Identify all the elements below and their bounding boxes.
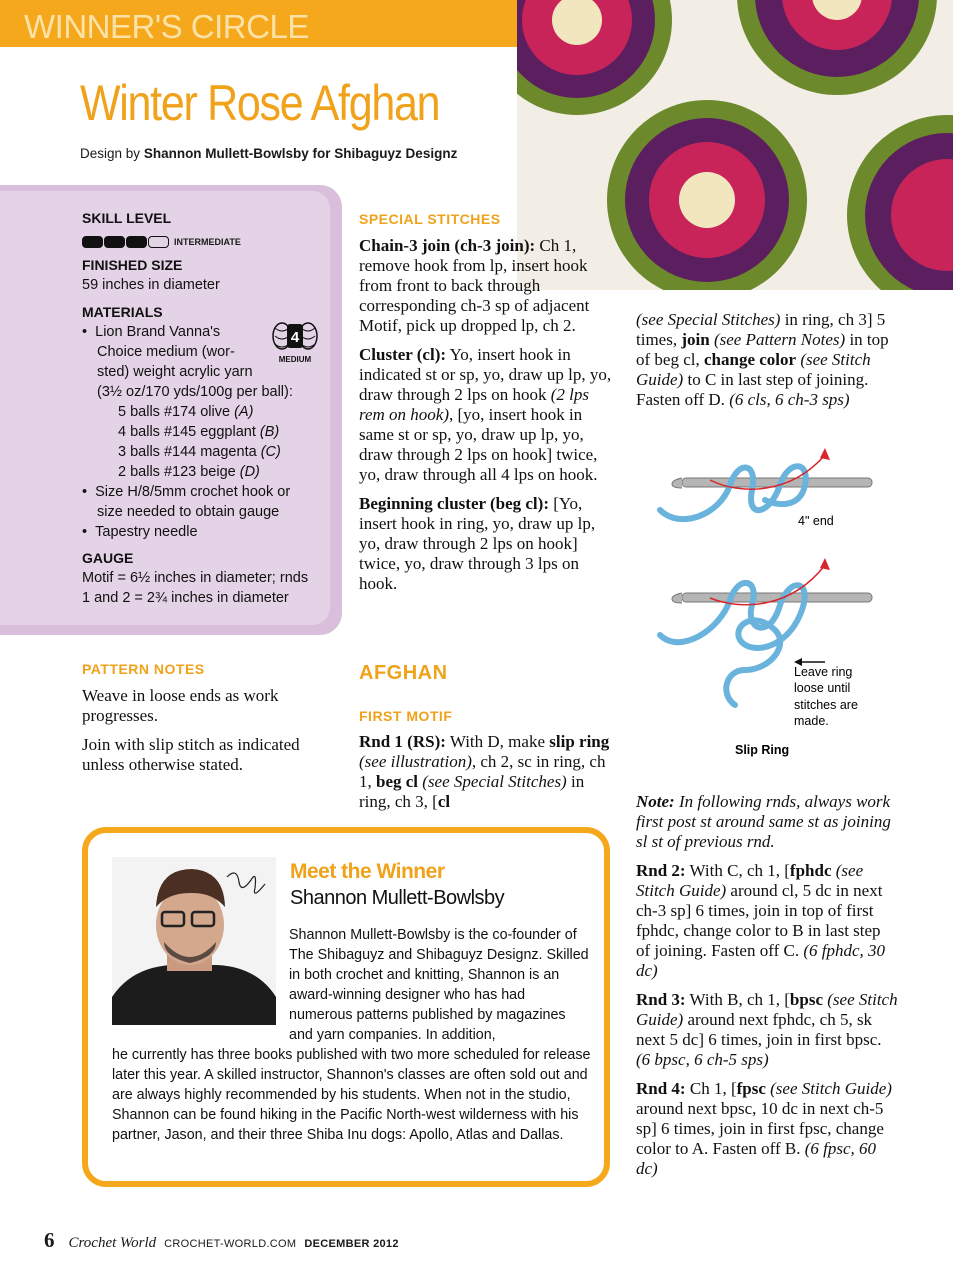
- yarn-color: 3 balls #144 magenta (C): [118, 444, 281, 460]
- rnd-2: Rnd 2: With C, ch 1, [fphdc (see Stitch Guide) around cl, 5 dc in next ch-3 sp] 6 times, join in top of first fphdc, change color to B in last step of joining. Fasten off C. (6 fphdc, 30 dc): [636, 861, 886, 980]
- materials-bullet-needle: • Tapestry needle: [82, 524, 198, 540]
- yarn-line-4: (3½ oz/170 yds/100g per ball):: [97, 384, 293, 400]
- svg-text:stitches are: stitches are: [794, 698, 858, 712]
- diagram-caption: Slip Ring: [735, 743, 790, 757]
- skill-level-heading: SKILL LEVEL: [82, 210, 172, 226]
- skill-bar-3: [126, 236, 147, 248]
- materials-bullet-hook: • Size H/8/5mm crochet hook or: [82, 484, 291, 500]
- pattern-note: Join with slip stitch as indicated unless otherwise stated.: [82, 735, 300, 774]
- issue-date: DECEMBER 2012: [304, 1238, 399, 1250]
- page-footer: [44, 1228, 399, 1253]
- leave-ring-label: Leave ring: [794, 665, 853, 679]
- special-stitches: [359, 236, 617, 603]
- yarn-line-1: Lion Brand Vanna's: [95, 324, 221, 340]
- yarn-color: 4 balls #145 eggplant (B): [118, 424, 280, 440]
- page-number: 6: [44, 1228, 55, 1252]
- gauge-text: Motif = 6½ inches in diameter; rnds 1 and 2 = 2¾ inches in diameter: [82, 570, 309, 606]
- designer-portrait: [112, 857, 276, 1025]
- svg-text:loose until: loose until: [794, 681, 851, 695]
- svg-text:made.: made.: [794, 714, 829, 728]
- page-title: Winter Rose Afghan: [80, 75, 440, 131]
- end-label: 4" end: [798, 514, 834, 528]
- pattern-note: Weave in loose ends as work progresses.: [82, 686, 279, 725]
- yarn-weight-label: MEDIUM: [278, 355, 312, 364]
- yarn-line-3: sted) weight acrylic yarn: [97, 364, 253, 380]
- skill-bar-4: [148, 236, 169, 248]
- afghan-heading: AFGHAN: [359, 662, 448, 684]
- rounds-2-4: [636, 792, 898, 1188]
- materials-heading: MATERIALS: [82, 304, 163, 320]
- skill-bar-1: [82, 236, 103, 248]
- rnd-4: Rnd 4: Ch 1, [fpsc (see Stitch Guide) around next bpsc, 10 dc in next ch-5 sp] 6 times, join in first fpsc, change color to A. Fasten off B. (6 fpsc, 60 dc): [636, 1079, 892, 1178]
- section-banner-label: WINNER'S CIRCLE: [24, 8, 309, 45]
- stitch-cluster: Cluster (cl): Yo, insert hook in indicated st or sp, yo, draw up lp, yo, draw through 2 lps on hook (2 lps rem on hook), [yo, insert hook in same st or sp, yo, draw up lp, yo, draw through 2 lps on hook] twice, yo, draw through all 4 lps on hook.: [359, 345, 612, 484]
- rnd-note: Note: In following rnds, always work first post st around same st as joining sl st of previous rnd.: [636, 792, 891, 851]
- finished-size-heading: FINISHED SIZE: [82, 257, 183, 273]
- yarn-color: 2 balls #123 beige (D): [118, 464, 260, 480]
- rnd1-text-part1: Rnd 1 (RS): With D, make slip ring (see illustration), ch 2, sc in ring, ch 1, beg cl (see Special Stitches) in ring, ch 3, [cl: [359, 732, 610, 811]
- stitch-beg-cluster: Beginning cluster (beg cl): [Yo, insert hook in ring, yo, draw up lp, yo, draw through 2 lps on hook] twice, yo, draw through 3 lps on hook.: [359, 494, 596, 593]
- winner-heading: Meet the Winner: [290, 860, 445, 883]
- rnd1-text-part2: (see Special Stitches) in ring, ch 3] 5 times, join (see Pattern Notes) in top of beg cl, change color (see Stitch Guide) to C in last step of joining. Fasten off D. (6 cls, 6 ch-3 sps): [636, 310, 889, 409]
- special-stitches-heading: SPECIAL STITCHES: [359, 211, 501, 227]
- pattern-notes: [82, 686, 340, 784]
- stitch-ch3-join: Chain-3 join (ch-3 join): Ch 1, remove hook from lp, insert hook from front to back through corresponding ch-3 sp of adjacent Motif, pick up dropped lp, ch 2.: [359, 236, 590, 335]
- materials-bullet-yarn: • Lion Brand Vanna's Choice medium (wor- sted) weight acrylic yarn (3½ oz/170 yds/100g per ball): 5 balls #174 olive (A) 4 balls #145 eggplant (B) 3 balls #144 magenta (C) 2 balls #123 beige (D) • Size H/8/5mm crochet hook or size needed to obtain gauge • Tapestry needle: [82, 324, 293, 540]
- yarn-line-2: Choice medium (wor-: [97, 344, 235, 360]
- finished-size-value: 59 inches in diameter: [82, 277, 220, 293]
- byline-prefix: Design by: [80, 146, 141, 161]
- rnd-3: Rnd 3: With B, ch 1, [bpsc (see Stitch Guide) around next fphdc, ch 5, sk next 5 dc] 6 times, join in first bpsc. (6 bpsc, 6 ch-5 sps): [636, 990, 898, 1069]
- yarn-color: 5 balls #174 olive (A): [118, 404, 254, 420]
- hook-line-2: size needed to obtain gauge: [97, 504, 280, 520]
- magazine-name: Crochet World: [68, 1235, 157, 1251]
- skill-level-meter: [82, 231, 241, 250]
- winner-bio-part2: he currently has three books published with two more scheduled for release later this year. A skilled instructor, Shannon's classes are often sold out and are always highly recommended by his students. When not in the studio, Shannon can be found hiking in the Pacific North-west wilderness with his partner, Jason, and their three Shiba Inu dogs: Apollo, Atlas and Dallas.: [112, 1047, 591, 1143]
- yarn-weight-number: 4: [290, 329, 300, 346]
- winner-name: Shannon Mullett-Bowlsby: [290, 887, 505, 909]
- magazine-url: CROCHET-WORLD.COM: [164, 1238, 297, 1250]
- skill-bar-2: [104, 236, 125, 248]
- gauge-heading: GAUGE: [82, 550, 134, 566]
- first-motif-heading: FIRST MOTIF: [359, 708, 453, 724]
- byline: [80, 146, 457, 161]
- winner-bio-part1: Shannon Mullett-Bowlsby is the co-founder of The Shibaguyz and Shibaguyz Designz. Skilled in both crochet and knitting, Shannon is an award-winning designer who has had numerous patterns published by magazines and yarn companies. In addition,: [289, 927, 589, 1043]
- pattern-notes-heading: PATTERN NOTES: [82, 661, 205, 677]
- skill-level-label: INTERMEDIATE: [174, 236, 241, 247]
- slip-ring-diagram: [640, 430, 900, 760]
- designer-name: Shannon Mullett-Bowlsby for Shibaguyz Designz: [143, 146, 458, 161]
